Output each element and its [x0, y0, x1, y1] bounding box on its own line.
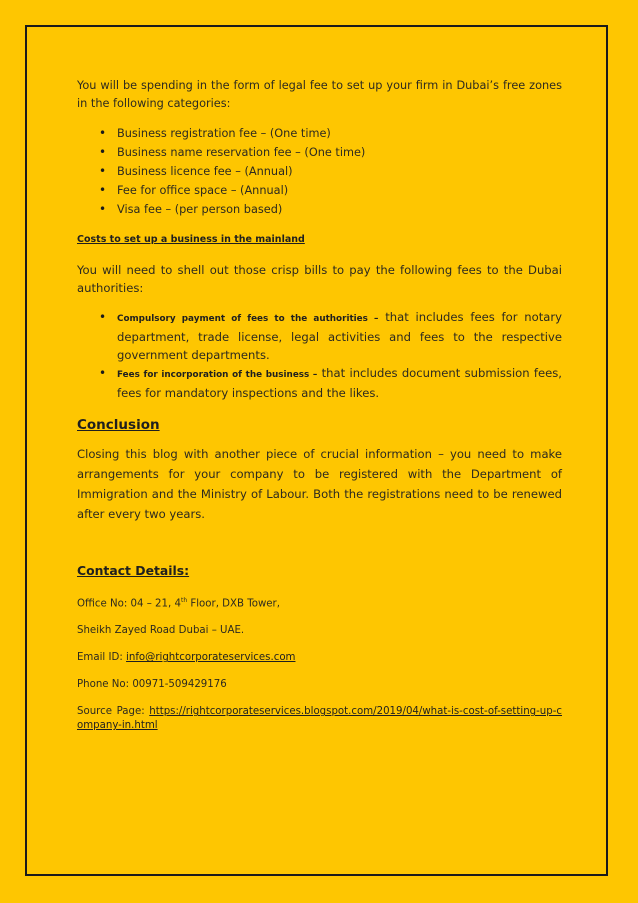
conclusion-title: Conclusion — [77, 417, 160, 433]
free-zone-fee-list — [77, 124, 562, 219]
mainland-fee-bold: Compulsory payment of fees to the authorities – — [117, 314, 379, 324]
email-label: Email ID: — [77, 652, 127, 664]
fee-item: • Business registration fee – (One time) — [117, 124, 562, 143]
email-link[interactable]: info@rightcorporateservices.com — [126, 652, 296, 664]
office-address — [77, 594, 562, 610]
mainland-fee-text: that includes fees for notary department, trade license, legal activities and fees to the respective government departments. — [117, 310, 562, 362]
mainland-lead: You will need to shell out those crisp bills to pay the following fees to the Dubai authorities: — [77, 263, 562, 295]
document-body — [77, 77, 562, 733]
conclusion-paragraph: Closing this blog with another piece of crucial information – you need to make arrangements for your company to be registered with the Department of Immigration and the Ministry of Labour. Both the registrations need to be renewed after every two years. — [77, 447, 562, 521]
email-line — [77, 651, 562, 664]
source-label: Source Page: — [77, 706, 150, 718]
intro-paragraph: You will be spending in the form of legal fee to set up your firm in Dubai’s free zones in the following categories: — [77, 79, 562, 110]
mainland-fee-bold: Fees for incorporation of the business – — [117, 370, 318, 380]
office-line-text: Office No: 04 – 21, 4 — [77, 598, 181, 610]
fee-item: • Fee for office space – (Annual) — [117, 181, 562, 200]
mainland-fee-text: that includes document submission fees, fees for mandatory inspections and the likes. — [117, 366, 562, 400]
mainland-fee-item — [117, 364, 562, 402]
contact-title: Contact Details: — [77, 563, 190, 578]
street-address: Sheikh Zayed Road Dubai – UAE. — [77, 625, 245, 637]
fee-item: • Business licence fee – (Annual) — [117, 162, 562, 181]
fee-item: • Business name reservation fee – (One time) — [117, 143, 562, 162]
source-link[interactable]: https://rightcorporateservices.blogspot.com/2019/04/what-is-cost-of-setting-up-company-in.html — [77, 706, 562, 732]
mainland-fee-list — [77, 308, 562, 402]
source-line — [77, 705, 562, 733]
office-line-tail: Floor, DXB Tower, — [187, 598, 280, 610]
fee-item: • Visa fee – (per person based) — [117, 200, 562, 219]
phone-line: Phone No: 00971-509429176 — [77, 679, 227, 691]
mainland-fee-item — [117, 308, 562, 364]
mainland-heading: Costs to set up a business in the mainland — [77, 234, 305, 245]
office-floor-suffix: th — [180, 597, 188, 604]
